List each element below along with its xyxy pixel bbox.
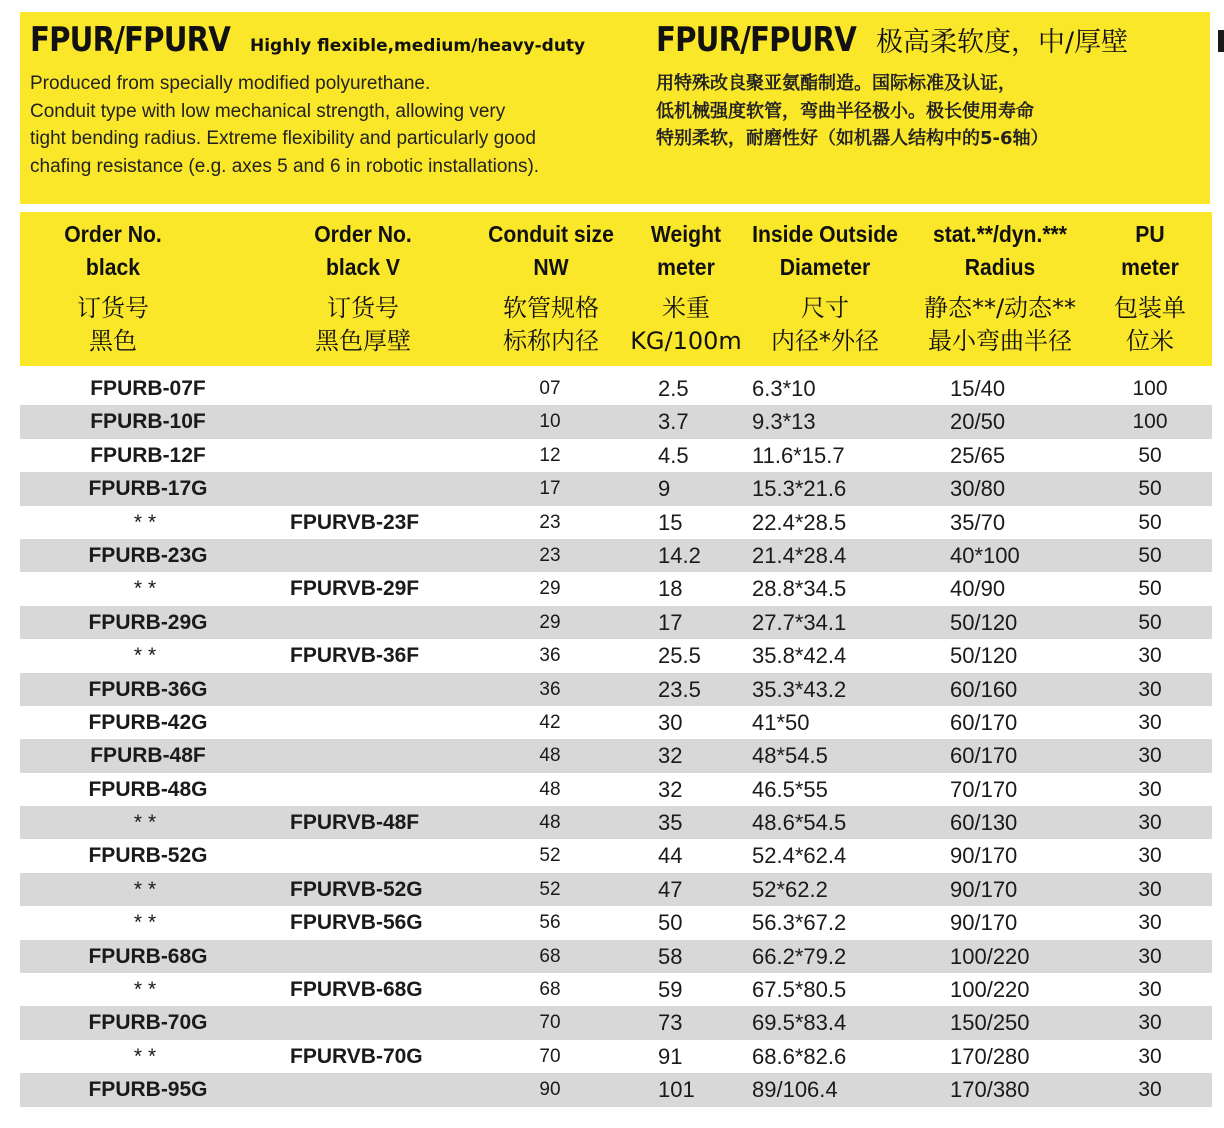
cell-weight: 2.5 [658,376,689,401]
title-row-english [30,20,620,60]
cell-pu: 30 [1138,944,1162,968]
cell-weight: 35 [658,810,683,836]
table-row [20,906,1212,939]
product-table-body [20,372,1212,1107]
cell-order-no-black: FPURB-12F [90,443,206,467]
table-row [20,606,1212,639]
header-label: NW [533,254,569,280]
cell-order-no-black-v [290,673,490,706]
cell-order-no-black-v [290,606,490,639]
cell-weight: 30 [658,709,683,735]
description-text-chinese [656,70,1196,153]
cell-conduit-size: 29 [539,611,561,633]
cell-conduit-size: 42 [539,711,561,733]
cell-conduit-size: 68 [539,979,561,1001]
cell-radius: 170/380 [950,1077,1030,1103]
cell-weight: 4.5 [658,442,689,468]
table-row [20,472,1212,505]
cell-weight: 101 [658,1077,695,1103]
cell-pu: 50 [1138,510,1162,534]
cell-conduit-size: 17 [539,478,561,500]
cell-diameter: 41*50 [752,709,810,735]
cell-order-no-black-v [290,472,490,505]
header-label: 软管规格 [503,294,599,322]
cell-diameter: 9.3*13 [752,409,816,435]
table-row [20,973,1212,1006]
cell-pu: 30 [1138,744,1162,768]
cell-radius: 35/70 [950,509,1006,535]
header-label: 内径*外径 [771,327,879,355]
header-diameter [744,212,906,366]
cell-order-no-black: ** [133,811,163,835]
cell-order-no-black: ** [133,510,163,534]
cell-radius: 60/170 [950,743,1018,769]
cell-pu: 30 [1138,677,1162,701]
cell-diameter: 48*54.5 [752,743,828,769]
header-label: 订货号 [327,294,399,322]
cell-conduit-size: 48 [539,812,561,834]
cell-weight: 44 [658,843,683,869]
cell-pu: 30 [1138,877,1162,901]
cell-conduit-size: 48 [539,778,561,800]
cell-order-no-black-v [290,372,490,405]
header-order-no-black-v [270,212,456,366]
description-line: Produced from specially modified polyurethane. [30,73,431,94]
table-row [20,506,1212,539]
cell-radius: 60/170 [950,709,1018,735]
table-row [20,706,1212,739]
cell-weight: 32 [658,776,683,802]
cell-order-no-black-v: FPURVB-52G [290,877,423,901]
description-english [30,20,620,180]
table-row [20,539,1212,572]
cell-pu: 30 [1138,1044,1162,1068]
cell-radius: 25/65 [950,442,1006,468]
cell-pu: 30 [1138,844,1162,868]
table-row [20,1040,1212,1073]
cell-order-no-black: ** [133,978,163,1002]
cell-weight: 9 [658,476,671,502]
cell-order-no-black-v [290,439,490,472]
cell-radius: 50/120 [950,609,1018,635]
cell-weight: 17 [658,609,683,635]
cell-conduit-size: 70 [539,1012,561,1034]
cell-diameter: 52.4*62.4 [752,843,847,869]
cell-order-no-black-v [290,539,490,572]
cell-order-no-black-v [290,773,490,806]
cell-pu: 30 [1138,978,1162,1002]
product-title-english: FPUR/FPURV [30,20,231,60]
table-row [20,873,1212,906]
cell-pu: 100 [1132,377,1168,400]
description-line: 用特殊改良聚亚氨酯制造。国际标准及认证， [656,73,1016,94]
cell-order-no-black: ** [133,577,163,601]
cell-order-no-black: FPURB-07F [90,377,206,400]
description-line: Conduit type with low mechanical strength, allowing very [30,100,506,122]
cell-diameter: 21.4*28.4 [752,542,847,568]
table-row [20,1006,1212,1039]
header-label: stat.**/dyn.*** [932,221,1068,247]
cell-pu: 30 [1138,811,1162,835]
cell-order-no-black-v: FPURVB-23F [290,510,420,534]
header-pu [1100,212,1200,366]
cell-radius: 100/220 [950,943,1030,969]
cell-radius: 60/130 [950,810,1018,836]
cell-weight: 14.2 [658,542,701,568]
cell-diameter: 6.3*10 [752,376,816,401]
cell-pu: 50 [1138,543,1162,567]
header-label: black [85,254,141,280]
cell-order-no-black: FPURB-95G [88,1078,208,1102]
cell-diameter: 28.8*34.5 [752,576,847,602]
description-line: 低机械强度软管，弯曲半径极小。极长使用寿命 [656,100,1034,122]
cell-order-no-black-v: FPURVB-56G [290,911,423,935]
header-weight [628,212,744,366]
cell-conduit-size: 12 [539,444,561,466]
cell-conduit-size: 23 [539,544,561,566]
cell-order-no-black: ** [133,877,163,901]
cell-conduit-size: 29 [539,578,561,600]
table-row [20,1073,1212,1106]
header-label: Inside Outside [752,221,898,247]
cell-order-no-black: FPURB-48F [90,744,206,768]
cell-pu: 30 [1138,644,1162,668]
header-radius [910,212,1090,366]
cell-weight: 18 [658,576,683,602]
cell-diameter: 27.7*34.1 [752,609,847,635]
cell-order-no-black-v: FPURVB-70G [290,1044,423,1068]
cell-weight: 91 [658,1043,683,1069]
cell-diameter: 67.5*80.5 [752,977,847,1003]
header-label: 标称内径 [503,327,599,355]
cell-diameter: 48.6*54.5 [752,810,847,836]
cell-radius: 20/50 [950,409,1006,435]
cell-diameter: 46.5*55 [752,776,828,802]
header-label: 静态**/动态** [923,294,1077,322]
description-text-english [30,70,620,180]
cell-diameter: 68.6*82.6 [752,1043,847,1069]
cell-radius: 40*100 [950,542,1020,568]
cell-radius: 100/220 [950,977,1030,1003]
cell-weight: 15 [658,509,683,535]
header-label: 黑色厚壁 [315,327,411,355]
table-header [20,212,1212,366]
cell-order-no-black: FPURB-70G [88,1011,208,1035]
header-label: 米重 [662,294,710,322]
header-label: 黑色 [89,327,137,355]
cell-pu: 30 [1138,710,1162,734]
header-label: Diameter [779,254,871,280]
header-conduit-size [472,212,630,366]
cell-order-no-black-v [290,706,490,739]
description-line: chafing resistance (e.g. axes 5 and 6 in robotic installations). [30,155,540,177]
cell-radius: 90/170 [950,843,1018,869]
cell-weight: 50 [658,910,683,936]
product-subtitle-english: Highly flexible,medium/heavy-duty [250,36,586,56]
table-row [20,673,1212,706]
header-label: Order No. [314,221,412,247]
cell-order-no-black-v: FPURVB-29F [290,577,420,601]
cell-order-no-black-v [290,839,490,872]
header-label: meter [657,254,715,280]
cell-order-no-black-v [290,405,490,438]
cell-conduit-size: 07 [539,378,561,399]
cell-diameter: 35.3*43.2 [752,676,847,702]
cell-order-no-black: ** [133,644,163,668]
cell-conduit-size: 70 [539,1045,561,1067]
cell-diameter: 66.2*79.2 [752,943,847,969]
table-row [20,739,1212,772]
cell-conduit-size: 52 [539,845,561,867]
header-order-no-black [20,212,206,366]
cell-pu: 50 [1138,443,1162,467]
cell-diameter: 52*62.2 [752,876,828,902]
cell-order-no-black-v [290,739,490,772]
cell-diameter: 69.5*83.4 [752,1010,847,1036]
cell-diameter: 11.6*15.7 [752,442,845,468]
header-label: meter [1121,254,1179,280]
cell-weight: 47 [658,876,683,902]
header-label: KG/100m [630,327,742,355]
cell-order-no-black: FPURB-29G [88,610,208,634]
cell-order-no-black: FPURB-10F [90,410,206,434]
table-row [20,372,1212,405]
header-label: Conduit size [488,221,614,247]
cell-radius: 15/40 [950,376,1006,401]
title-row-chinese [656,20,1196,60]
cell-order-no-black: FPURB-68G [88,944,208,968]
cell-order-no-black: FPURB-17G [88,477,208,501]
cell-diameter: 56.3*67.2 [752,910,847,936]
table-row [20,572,1212,605]
header-label: 位米 [1126,327,1174,355]
cell-order-no-black-v [290,1006,490,1039]
cell-order-no-black-v: FPURVB-48F [290,811,420,835]
cell-weight: 59 [658,977,683,1003]
cell-weight: 58 [658,943,683,969]
header-label: Radius [964,254,1036,280]
table-row [20,806,1212,839]
cell-pu: 30 [1138,911,1162,935]
cell-pu: 50 [1138,577,1162,601]
cell-radius: 90/170 [950,876,1018,902]
cell-conduit-size: 10 [539,411,561,433]
product-subtitle-chinese: 极高柔软度，中/厚壁 [876,27,1129,58]
table-row [20,439,1212,472]
cell-radius: 90/170 [950,910,1018,936]
cell-conduit-size: 36 [539,678,561,700]
cell-pu: 30 [1138,777,1162,801]
cell-diameter: 89/106.4 [752,1077,838,1103]
cell-conduit-size: 90 [539,1079,561,1101]
description-chinese [656,20,1196,153]
cell-radius: 150/250 [950,1010,1030,1036]
cell-order-no-black: FPURB-36G [88,677,208,701]
cell-radius: 30/80 [950,476,1006,502]
header-label: 订货号 [77,294,149,322]
cell-order-no-black-v [290,1073,490,1106]
cell-diameter: 35.8*42.4 [752,643,847,669]
description-line: 特别柔软，耐磨性好（如机器人结构中的5-6轴） [656,128,1049,149]
cell-order-no-black: FPURB-48G [88,777,208,801]
cell-order-no-black: ** [133,1044,163,1068]
cell-pu: 30 [1138,1011,1162,1035]
cell-order-no-black-v [290,940,490,973]
table-row [20,773,1212,806]
cell-pu: 50 [1138,610,1162,634]
table-row [20,405,1212,438]
table-row [20,940,1212,973]
header-label: Weight [650,221,722,247]
cell-radius: 70/170 [950,776,1018,802]
cell-radius: 170/280 [950,1043,1030,1069]
cell-order-no-black: ** [133,911,163,935]
cell-order-no-black-v: FPURVB-68G [290,978,423,1002]
cell-conduit-size: 23 [539,511,561,533]
cell-order-no-black: FPURB-52G [88,844,208,868]
cell-pu: 30 [1138,1078,1162,1102]
cell-diameter: 15.3*21.6 [752,476,847,502]
table-row [20,839,1212,872]
header-label: Order No. [64,221,162,247]
cell-conduit-size: 48 [539,745,561,767]
header-label: PU [1135,221,1165,247]
description-line: tight bending radius. Extreme flexibility and particularly good [30,128,536,149]
page-edge-mark [1218,30,1224,52]
product-title-chinese: FPUR/FPURV [656,20,857,60]
cell-radius: 50/120 [950,643,1018,669]
header-label: black V [325,254,401,280]
cell-conduit-size: 68 [539,945,561,967]
cell-weight: 3.7 [658,409,689,435]
cell-diameter: 22.4*28.5 [752,509,847,535]
cell-radius: 40/90 [950,576,1006,602]
cell-pu: 50 [1138,477,1162,501]
cell-conduit-size: 52 [539,878,561,900]
cell-order-no-black: FPURB-23G [88,543,208,567]
header-label: 包装单 [1114,294,1186,322]
cell-radius: 60/160 [950,676,1018,702]
cell-weight: 23.5 [658,676,701,702]
cell-weight: 25.5 [658,643,701,669]
cell-order-no-black: FPURB-42G [88,710,208,734]
cell-conduit-size: 36 [539,645,561,667]
cell-order-no-black-v: FPURVB-36F [290,644,420,668]
cell-pu: 100 [1132,410,1168,434]
cell-weight: 32 [658,743,683,769]
header-label: 最小弯曲半径 [928,327,1072,355]
cell-weight: 73 [658,1010,683,1036]
header-label: 尺寸 [801,294,849,322]
cell-conduit-size: 56 [539,912,561,934]
table-row [20,639,1212,672]
